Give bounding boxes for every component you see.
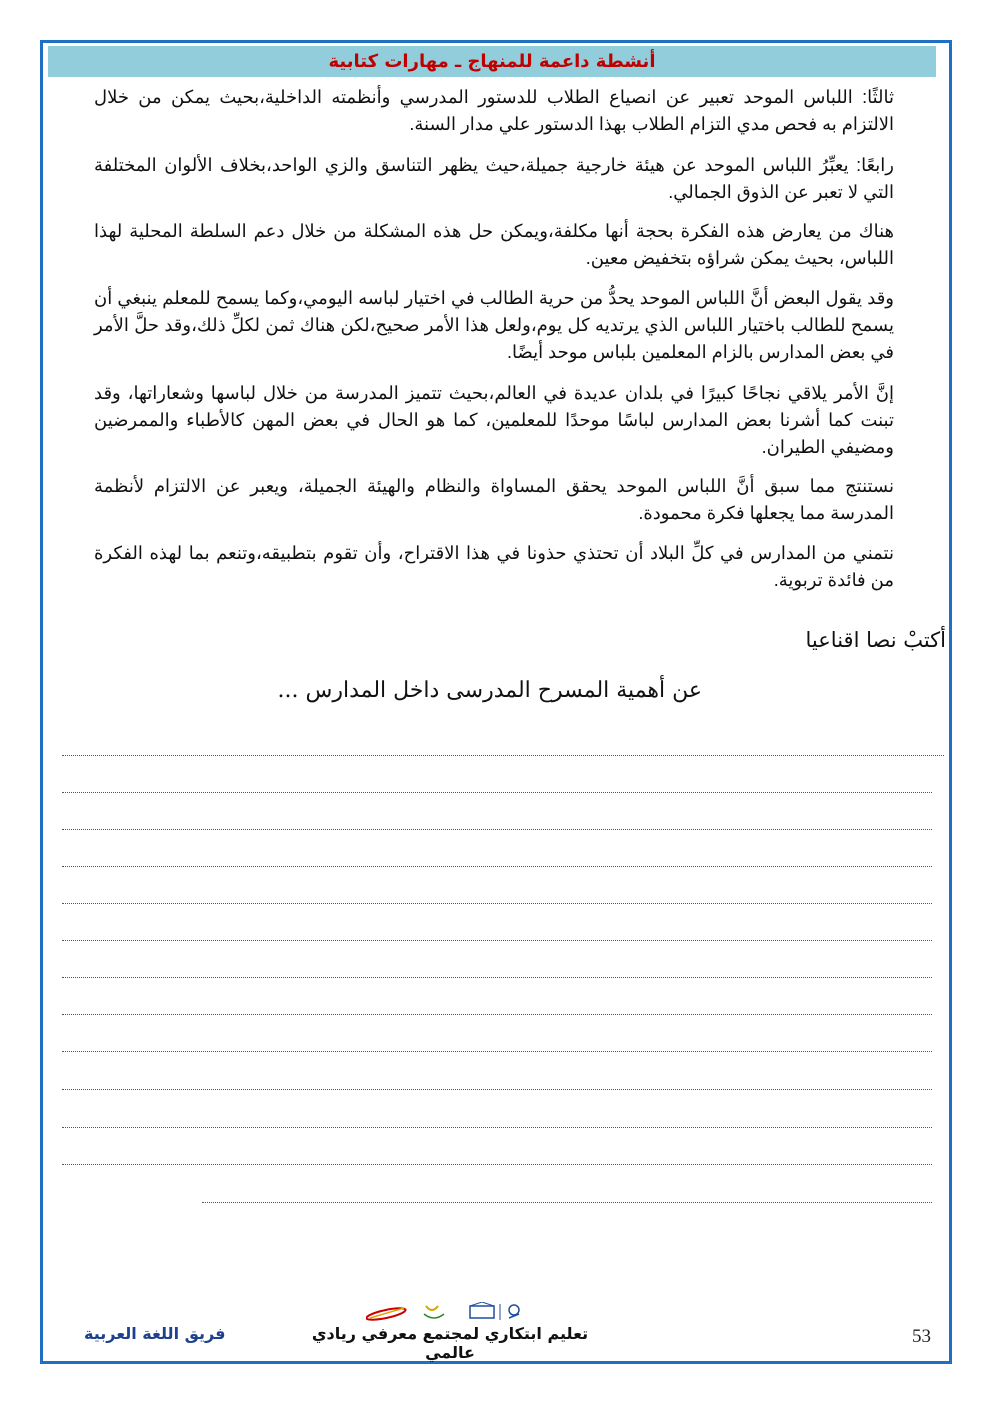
unesco-logo bbox=[470, 1302, 500, 1320]
writing-task-instruction: أكتبْ نصا اقناعيا bbox=[805, 628, 946, 652]
paragraph-counterargument: هناك من يعارض هذه الفكرة بحجة أنها مكلفة،ويمكن حل هذه المشكلة من خلال دعم السلطة المحلية لهذا اللباس، بحيث يمكن شراؤه بتخفيض معين. bbox=[94, 221, 894, 268]
paragraph-conclusion: نستنتج مما سبق أنَّ اللباس الموحد يحقق المساواة والنظام والهيئة الجميلة، ويعبر عن الالتزام لأنظمة المدرسة مما يجعلها فكرة محمودة. bbox=[94, 476, 894, 523]
paragraph-wish: نتمني من المدارس في كلِّ البلاد أن تحتذي حذونا في هذا الاقتراح، وأن تقوم بتطبيقه،وتنعم بما لهذه الفكرة من فائدة تربوية. bbox=[94, 543, 894, 590]
commission-logo bbox=[509, 1305, 519, 1318]
writing-line[interactable] bbox=[62, 1164, 932, 1165]
writing-line[interactable] bbox=[62, 940, 932, 941]
writing-line[interactable] bbox=[62, 866, 932, 867]
writing-line[interactable] bbox=[62, 977, 932, 978]
ministry-logo bbox=[366, 1306, 406, 1322]
footer-slogan: تعليم ابتكاري لمجتمع معرفي ريادي عالمي bbox=[311, 1324, 589, 1362]
writing-task-topic: عن أهمية المسرح المدرسى داخل المدارس ... bbox=[277, 678, 702, 703]
writing-line[interactable] bbox=[62, 829, 932, 830]
paragraph-freedom: وقد يقول البعض أنَّ اللباس الموحد يحدُّ من حرية الطالب في اختيار لباسه اليومي،وكما يسمح للمعلم ينبغي أن يسمح للطالب باختيار اللباس الذي يرتديه كل يوم،ولعل هذا الأمر صحيح،لكن هناك ثمن لكلِّ ذلك،وقد حلَّ الأمر في بعض المدارس بالزام المعلمين بلباس موحد أيضًا. bbox=[94, 288, 894, 362]
page-header-title: أنشطة داعمة للمنهاج ـ مهارات كتابية bbox=[48, 46, 936, 77]
partner-logos bbox=[366, 1302, 531, 1322]
writing-line[interactable] bbox=[62, 1089, 932, 1090]
writing-line[interactable] bbox=[62, 903, 932, 904]
writing-line[interactable] bbox=[62, 1051, 932, 1052]
writing-line[interactable] bbox=[62, 1014, 932, 1015]
paragraph-third-point: ثالثًا: اللباس الموحد تعبير عن انصياع الطلاب للدستور المدرسي وأنظمته الداخلية،بحيث يمكن من خلال الالتزام به فحص مدي التزام الطلاب بهذا الدستور علي مدار السنة. bbox=[94, 87, 894, 134]
paragraph-fourth-point: رابعًا: يعبِّرُ اللباس الموحد عن هيئة خارجية جميلة،حيث يظهر التناسق والزي الواحد،بخلاف الألوان المختلفة التي لا تعبر عن الذوق الجمالي. bbox=[94, 155, 894, 202]
writing-line[interactable] bbox=[62, 792, 932, 793]
writing-line[interactable] bbox=[202, 1202, 932, 1203]
footer-team-name: فريق اللغة العربية bbox=[84, 1324, 226, 1343]
emblem-logo bbox=[424, 1306, 444, 1318]
writing-line[interactable] bbox=[62, 755, 944, 756]
writing-line[interactable] bbox=[62, 1127, 932, 1128]
page-number: 53 bbox=[912, 1326, 931, 1347]
paragraph-success: إنَّ الأمر يلاقي نجاحًا كبيرًا في بلدان عديدة في العالم،بحيث تتميز المدرسة من خلال لباسها وشعاراتها، وقد تبنت كما أشرنا بعض المدارس لباسًا موحدًا للمعلمين، كما هو الحال في بعض المهن كالأطباء والممرضين ومضيفي الطيران. bbox=[94, 383, 894, 457]
